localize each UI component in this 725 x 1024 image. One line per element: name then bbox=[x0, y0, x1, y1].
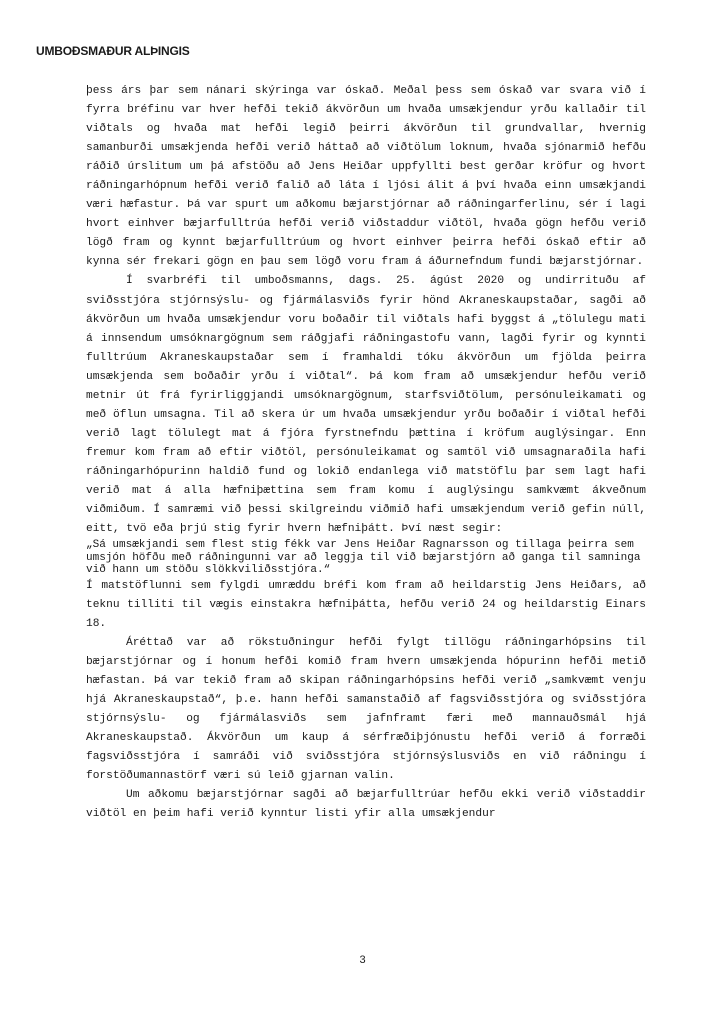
page-number: 3 bbox=[359, 955, 366, 967]
paragraph-3: Í matstöflunni sem fylgdi umræddu bréfi kom fram að heildarstig Jens Heiðars, að teknu tilliti til vægis einstakra hæfniþátta, hefðu verið 24 og heildarstig Einars 18. bbox=[86, 579, 646, 630]
block-quote: „Sá umsækjandi sem flest stig fékk var Jens Heiðar Ragnarsson og tillaga þeirra sem umsjón höfðu með ráðningunni var að leggja til við bæjarstjórn að ganga til samninga við hann um stöðu slökkviliðsstjóra.“ bbox=[86, 539, 641, 577]
paragraph-5: Um aðkomu bæjarstjórnar sagði að bæjarfulltrúar hefðu ekki verið viðstaddir viðtöl en þeim hafi verið kynntur listi yfir alla umsækjendur bbox=[86, 789, 646, 821]
document-header: UMBOÐSMAÐUR ALÞINGIS bbox=[36, 44, 190, 58]
document-body bbox=[86, 82, 646, 825]
paragraph-1: þess árs þar sem nánari skýringa var óskað. Meðal þess sem óskað var svara við í fyrra bréfinu var hver hefði tekið ákvörðun um hvaða umsækjendur yrðu kallaðir til viðtals og hvaða mat hefði legið þeirri ákvörðun til grundvallar, hvernig samanburði umsækjenda hefði verið háttað að viðtölum loknum, hvaða sjónarmið hefðu ráðið úrslitum um þá afstöðu að Jens Heiðar uppfyllti best gerðar kröfur og hvort ráðningarhópnum hefði verið falið að láta í ljósi álit á því hvaða einn umsækjandi væri hæfastur. Þá var spurt um aðkomu bæjarstjórnar að ráðningarferlinu, sér í lagi hvort einhver bæjarfulltrúa hefði verið viðstaddur viðtöl, hvaða gögn hefðu verið lögð fram og kynnt bæjarfulltrúum og hvort einhver þeirra hefði óskað eftir að kynna sér frekari gögn en þau sem lögð voru fram á áðurnefndum fundi bæjarstjórnar. bbox=[86, 85, 646, 269]
paragraph-2: Í svarbréfi til umboðsmanns, dags. 25. ágúst 2020 og undirrituðu af sviðsstjóra stjórnsýslu- og fjármálasviðs fyrir hönd Akraneskaupstaðar, sagði að ákvörðun um hvaða umsækjendur voru boðaðir til viðtals hafi byggst á „tölulegu mati á innsendum umsóknargögnum sem ráðgjafi ráðningastofu vann, lagði fyrir og kynnti fulltrúum Akraneskaupstaðar sem í framhaldi tóku ákvörðun um fjölda þeirra umsækjenda sem boðaðir yrðu í viðtal“. Þá kom fram að umsækjendur hefðu verið metnir út frá fyrirliggjandi umsóknargögnum, starfsviðtölum, persónuleikamati og með öflun umsagna. Til að skera úr um hvaða umsækjendur yrðu boðaðir í viðtal hefði verið lagt tölulegt mat á fjóra fyrstnefndu þættina í kröfum auglýsingar. Enn fremur kom fram að eftir viðtöl, persónuleikamat og samtöl við umsagnaraðila hafi ráðningarhópurinn haldið fund og lokið endanlega við matstöflu þar sem lagt hafi verið mat á alla hæfniþættina sem fram komu í auglýsingu samkvæmt ákveðnum viðmiðum. Í samræmi við þessi skilgreindu viðmið hafi umsækjendum verið gefin núll, eitt, tvö eða þrjú stig fyrir hvern hæfniþátt. Því næst segir: bbox=[86, 275, 646, 536]
paragraph-4: Áréttað var að rökstuðningur hefði fylgt tillögu ráðningarhópsins til bæjarstjórnar og í honum hefði komið fram hvern umsækjenda hópurinn hefði metið hæfastan. Þá var tekið fram að skipan ráðningarhópsins hefði verið „samkvæmt venju hjá Akraneskaupstað“, þ.e. hann hefði samanstaðið af fagsviðsstjóra og sviðsstjóra stjórnsýslu- og fjármálasviðs sem jafnframt færi með mannauðsmál hjá Akraneskaupstað. Ákvörðun um kaup á sérfræðiþjónustu hefði verið á forræði fagsviðsstjóra í samráði við sviðsstjóra stjórnsýslusviðs en við ráðningu í forstöðumannastörf væri sú leið gjarnan valin. bbox=[86, 637, 646, 783]
